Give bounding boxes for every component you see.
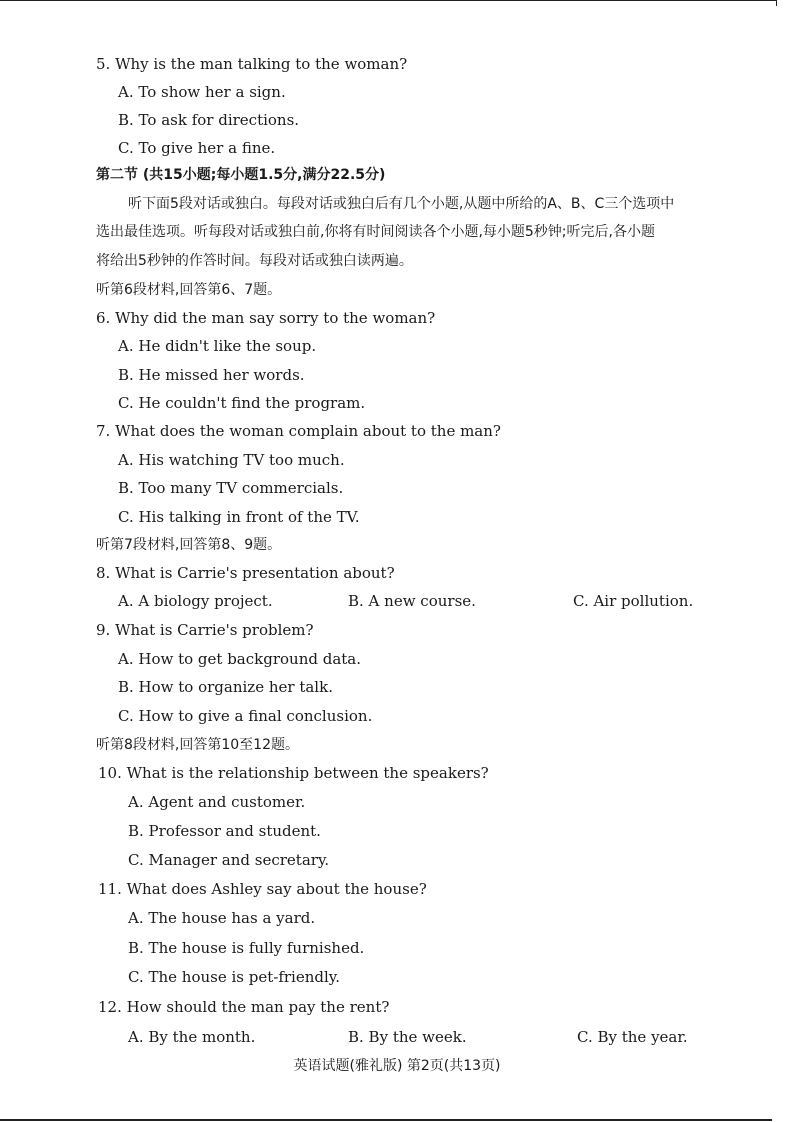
q5-stem: 5. Why is the man talking to the woman? — [96, 55, 408, 73]
q8-option-c: C. Air pollution. — [573, 592, 694, 610]
q11-option-a: A. The house has a yard. — [128, 909, 316, 927]
q7-option-a: A. His watching TV too much. — [118, 451, 345, 469]
q12-option-a: A. By the month. — [128, 1028, 256, 1046]
q7-stem: 7. What does the woman complain about to the man? — [96, 422, 501, 440]
top-rule — [0, 0, 776, 1]
q9-stem: 9. What is Carrie's problem? — [96, 621, 314, 639]
q6-option-a: A. He didn't like the soup. — [118, 337, 317, 355]
page-footer: 英语试题(雅礼版) 第2页(共13页) — [293, 1058, 501, 1074]
q10-option-b: B. Professor and student. — [128, 822, 321, 840]
section2-instruction-line1: 听下面5段对话或独白。每段对话或独白后有几个小题,从题中所给的A、B、C三个选项中 — [128, 196, 675, 212]
section2-title: 第二节 (共15小题;每小题1.5分,满分22.5分) — [96, 167, 386, 183]
material8-heading: 听第8段材料,回答第10至12题。 — [96, 737, 299, 753]
q12-stem: 12. How should the man pay the rent? — [98, 998, 390, 1016]
q10-option-c: C. Manager and secretary. — [128, 851, 330, 869]
q9-option-a: A. How to get background data. — [118, 650, 362, 668]
q12-option-b: B. By the week. — [348, 1028, 467, 1046]
q8-option-a: A. A biology project. — [118, 592, 273, 610]
q11-option-b: B. The house is fully furnished. — [128, 939, 365, 957]
bottom-rule — [0, 1119, 772, 1121]
q9-option-b: B. How to organize her talk. — [118, 678, 333, 696]
q8-stem: 8. What is Carrie's presentation about? — [96, 564, 395, 582]
q6-option-b: B. He missed her words. — [118, 366, 305, 384]
q12-option-c: C. By the year. — [577, 1028, 688, 1046]
q7-option-c: C. His talking in front of the TV. — [118, 508, 360, 526]
q6-stem: 6. Why did the man say sorry to the woman? — [96, 309, 436, 327]
top-corner-tick — [776, 0, 777, 6]
section2-instruction-line3: 将给出5秒钟的作答时间。每段对话或独白读两遍。 — [96, 253, 413, 269]
q9-option-c: C. How to give a final conclusion. — [118, 707, 373, 725]
material7-heading: 听第7段材料,回答第8、9题。 — [96, 537, 282, 553]
material6-heading: 听第6段材料,回答第6、7题。 — [96, 282, 282, 298]
q10-stem: 10. What is the relationship between the speakers? — [98, 764, 489, 782]
q5-option-c: C. To give her a fine. — [118, 139, 276, 157]
q5-option-a: A. To show her a sign. — [118, 83, 286, 101]
q8-option-b: B. A new course. — [348, 592, 476, 610]
q11-stem: 11. What does Ashley say about the house? — [98, 880, 427, 898]
q11-option-c: C. The house is pet-friendly. — [128, 968, 341, 986]
q10-option-a: A. Agent and customer. — [128, 793, 306, 811]
q7-option-b: B. Too many TV commercials. — [118, 479, 344, 497]
q5-option-b: B. To ask for directions. — [118, 111, 300, 129]
section2-instruction-line2: 选出最佳选项。听每段对话或独白前,你将有时间阅读各个小题,每小题5秒钟;听完后,各小题 — [96, 224, 655, 240]
q6-option-c: C. He couldn't find the program. — [118, 394, 366, 412]
